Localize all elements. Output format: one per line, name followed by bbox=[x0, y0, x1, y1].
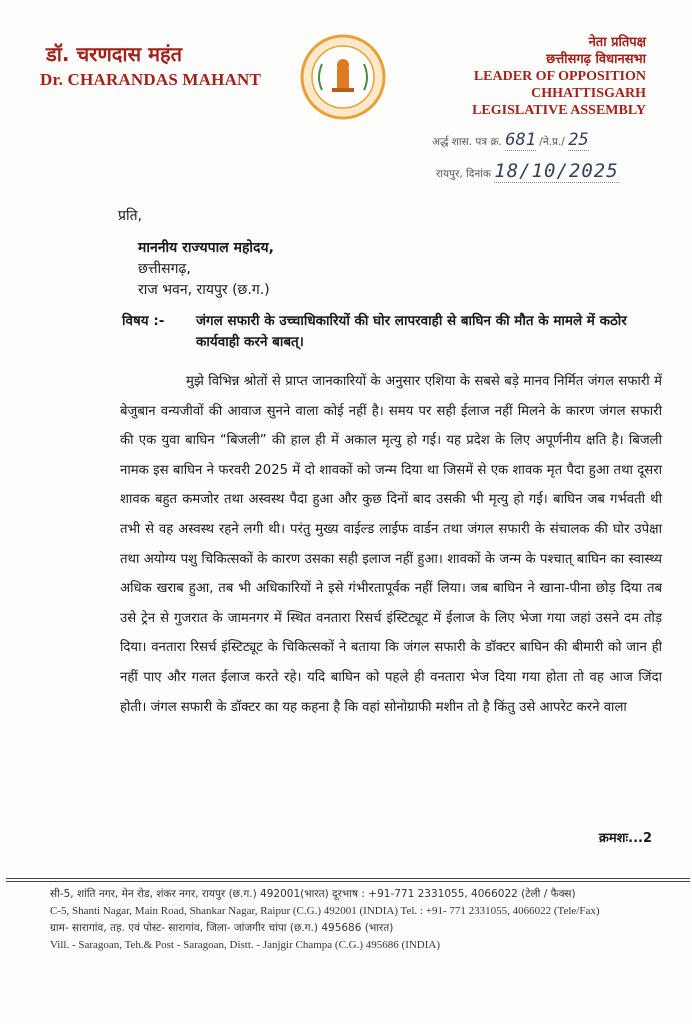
letter-body bbox=[120, 367, 662, 722]
reference-value: 681 bbox=[505, 130, 536, 150]
reference-number bbox=[432, 130, 589, 151]
designation-english-1: LEADER OF OPPOSITION bbox=[473, 69, 646, 84]
date-label: रायपुर, दिनांक bbox=[436, 168, 491, 180]
letter-date bbox=[436, 160, 619, 183]
subject-text: जंगल सफारी के उच्चाधिकारियों की घोर लापरवाही से बाघिन की मौत के मामले में कठोर कार्यवाही करने बाबत्। bbox=[196, 313, 627, 350]
continuation-mark: क्रमशः...2 bbox=[598, 831, 652, 846]
reference-mid: /ने.प्र./ bbox=[539, 136, 565, 148]
footer-address bbox=[50, 886, 650, 954]
designation-hindi-1: नेता प्रतिपक्ष bbox=[588, 35, 646, 50]
footer-line-3: ग्राम- सारागांव, तह. एवं पोस्ट- सारागांव, जिला- जांजगीर चांपा (छ.ग.) 495686 (भारत) bbox=[50, 922, 394, 934]
footer-divider-top bbox=[6, 878, 690, 879]
assembly-emblem bbox=[300, 34, 386, 120]
recipient-address bbox=[138, 238, 274, 301]
salutation: प्रति, bbox=[118, 208, 143, 224]
address-line-1: माननीय राज्यपाल महोदय, bbox=[138, 240, 274, 256]
designation-hindi-2: छत्तीसगढ़ विधानसभा bbox=[546, 52, 646, 67]
reference-label: अर्द्ध शास. पत्र क्र. bbox=[432, 136, 502, 148]
subject-label: विषय :- bbox=[122, 313, 165, 329]
footer-line-1: सी-5, शांति नगर, मेन रोड, शंकर नगर, रायपुर (छ.ग.) 492001(भारत) दूरभाष : +91-771 2331055, 4066022 (टेली / फैक्स) bbox=[50, 888, 576, 900]
footer-line-2: C-5, Shanti Nagar, Main Road, Shankar Nagar, Raipur (C.G.) 492001 (INDIA) Tel. : +91- 771 2331055, 4066022 (Tele/Fax) bbox=[50, 905, 600, 917]
footer-line-4: Vill. - Saragoan, Teh.& Post - Saragoan, Distt. - Janjgir Champa (C.G.) 495686 (INDIA) bbox=[50, 939, 441, 951]
subject bbox=[122, 311, 662, 353]
address-line-3: राज भवन, रायपुर (छ.ग.) bbox=[138, 282, 270, 298]
footer-divider-bottom bbox=[6, 881, 690, 882]
assembly-emblem-icon bbox=[300, 34, 386, 120]
reference-year: 25 bbox=[568, 130, 589, 150]
sender-name-english: Dr. CHARANDAS MAHANT bbox=[40, 70, 262, 89]
designation-english-2: CHHATTISGARH bbox=[531, 86, 646, 101]
address-line-2: छत्तीसगढ़, bbox=[138, 261, 191, 277]
designation-block bbox=[472, 34, 646, 119]
sender-name-hindi: डॉ. चरणदास महंत bbox=[46, 42, 183, 66]
body-paragraph: मुझे विभिन्न श्रोतों से प्राप्त जानकारियों के अनुसार एशिया के सबसे बड़े मानव निर्मित जंगल सफारी में बेजुबान वन्यजीवों की आवाज सुनने वाला कोई नहीं है। समय पर सही ईलाज नहीं मिलने के कारण जंगल सफारी की एक युवा बाघिन “बिजली” की हाल ही में अकाल मृत्यु हो गई। यह प्रदेश के लिए अपूर्णनीय क्षति है। बिजली नामक इस बाघिन ने फरवरी 2025 में दो शावकों को जन्म दिया था जिसमें से एक शावक मृत पैदा हुआ तथा दूसरा शावक बहुत कमजोर तथा अस्वस्थ पैदा हुआ और कुछ दिनों बाद उसकी भी मृत्यु हो गई। बाघिन जब गर्भवती थी तभी से वह अस्वस्थ रहने लगी थी। परंतु मुख्य वाईल्ड लाईफ वार्डन तथा जंगल सफारी के संचालक की घोर उपेक्षा तथा अयोग्य पशु चिकित्सकों के कारण उसका सही इलाज नहीं हुआ। शावकों के जन्म के पश्चात् बाघिन का स्वास्थ्य अधिक खराब हुआ, तब भी अधिकारियों ने इसे गंभीरतापूर्वक नहीं लिया। जब बाघिन ने खाना-पीना छोड़ दिया तब उसे ट्रेन से गुजरात के जामनगर में स्थित वनतारा रिसर्च इंस्टिट्यूट में ईलाज के लिए भेजा गया जहां उसने दम तोड़ दिया। वनतारा रिसर्च इंस्टिट्यूट के चिकित्सकों ने बताया कि जंगल सफारी के डॉक्टर बाघिन की बीमारी को जान ही नहीं पाए और गलत ईलाज करते रहे। यदि बाघिन को पहले ही वनतारा भेज दिया गया होता तो वह आज जिंदा होती। जंगल सफारी के डॉक्टर का यह कहना है कि वहां सोनोग्राफी मशीन तो है किंतु उसे आपरेट करने वाला bbox=[120, 374, 662, 715]
date-value: 18/10/2025 bbox=[494, 160, 619, 182]
designation-english-3: LEGISLATIVE ASSEMBLY bbox=[472, 103, 646, 118]
